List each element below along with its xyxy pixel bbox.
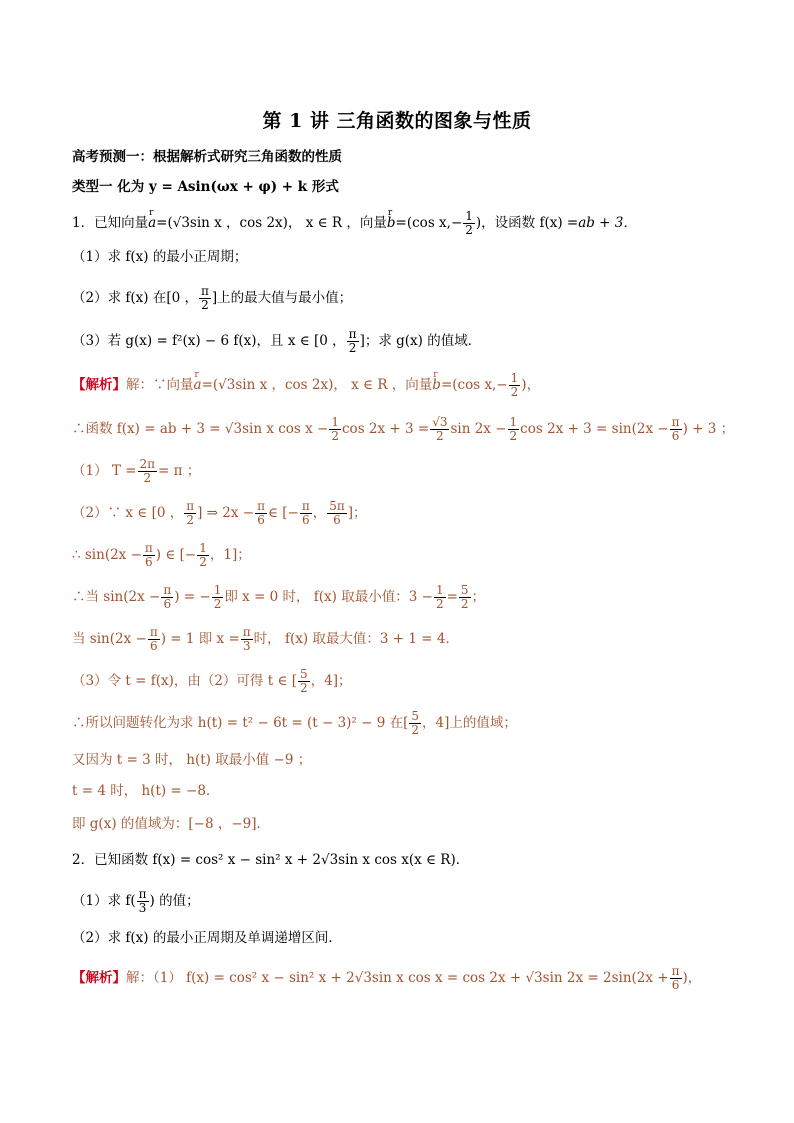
- text: =(√3sin x ，cos 2x)， x ∈ R ，向量: [156, 215, 387, 231]
- solution-1-line-8: [72, 710, 752, 737]
- text: ；: [471, 589, 486, 605]
- text: ) ∈ [−: [155, 547, 197, 563]
- fraction: $\frac{2\pi}{2}$: [139, 457, 156, 485]
- text: ，: [312, 505, 327, 521]
- text: )，: [682, 970, 702, 986]
- fraction: $\frac{\pi}{6}$: [301, 499, 310, 527]
- text: ，4]；: [310, 673, 352, 689]
- fraction: $\frac{1}{2}$: [331, 415, 339, 443]
- fraction: $\frac{\pi}{6}$: [149, 625, 158, 653]
- text: 解：（1） f(x) = cos² x − sin² x + 2√3sin x cos x = cos 2x + √3sin 2x = 2sin(2x +: [126, 970, 669, 986]
- fraction: $\frac{\pi}{6}$: [257, 499, 265, 527]
- text: cos 2x + 3 =: [342, 421, 430, 437]
- problem-2-stem: 2．已知函数 f(x) = cos² x − sin² x + 2√3sin x cos x(x ∈ R)．: [72, 852, 470, 868]
- text: ) + 3 ；: [682, 421, 735, 437]
- text: ∴函数 f(x) = ab + 3 = √3sin x cos x −: [72, 421, 329, 437]
- text: （1）求 f(: [72, 893, 136, 909]
- solution-1-line-6: [72, 626, 752, 653]
- fraction: $\frac{5}{2}$: [460, 583, 469, 611]
- fraction: $\frac{\pi}{3}$: [138, 887, 147, 915]
- text: ∴ sin(2x −: [72, 547, 142, 563]
- text: cos 2x + 3 = sin(2x −: [520, 421, 669, 437]
- text: ) 的值；: [149, 893, 200, 909]
- text: =(cos x,−: [395, 215, 463, 231]
- text: ) = 1 即 x =: [160, 631, 240, 647]
- text: ) = −: [174, 589, 211, 605]
- text: ∴当 sin(2x −: [72, 589, 161, 605]
- text: ]；求 g(x) 的值域．: [359, 333, 482, 349]
- text: （1） T =: [72, 463, 137, 479]
- fraction: $\frac{5\pi}{6}$: [329, 499, 345, 527]
- fraction: $\frac{\pi}{6}$: [163, 583, 172, 611]
- text: 时， f(x) 取最大值：3 + 1 = 4．: [253, 631, 459, 647]
- fraction: $\frac{1}{2}$: [510, 371, 519, 399]
- problem-1-q2: [72, 285, 752, 312]
- text: ，1]；: [209, 547, 251, 563]
- text: =: [446, 589, 458, 605]
- problem-2-q2: （2）求 f(x) 的最小正周期及单调递增区间．: [72, 930, 342, 946]
- text: ，4]上的值域；: [422, 715, 517, 731]
- problem-2-q1: [72, 888, 752, 915]
- solution-1-part-3: [72, 668, 752, 695]
- vector-a: r a: [194, 375, 202, 395]
- solution-1-part-2: [72, 500, 752, 527]
- solution-1-line-9: 又因为 t = 3 时， h(t) 取最小值 −9 ；: [72, 752, 312, 768]
- fraction: $\frac{√3}{2}$: [432, 415, 448, 443]
- solution-1-intro: [72, 372, 752, 399]
- text: )，设函数 f(x) =: [475, 215, 579, 231]
- problem-1-q1: （1）求 f(x) 的最小正周期；: [72, 249, 248, 265]
- fraction: $\frac{1}{2}$: [435, 583, 444, 611]
- fraction: $\frac{\pi}{2}$: [200, 284, 209, 312]
- solution-2-intro: [72, 965, 752, 992]
- fraction: $\frac{5}{2}$: [300, 667, 308, 695]
- text: )，: [521, 377, 541, 393]
- text: = π ；: [158, 463, 201, 479]
- vector-a: r a: [148, 213, 156, 233]
- text: （3）若 g(x) = f²(x) − 6 f(x)，且 x ∈ [0 ，: [72, 333, 346, 349]
- text: （3）令 t = f(x)，由（2）可得 t ∈ [: [72, 673, 297, 689]
- solution-1-part-1: [72, 458, 752, 485]
- fraction: $\frac{1}{2}$: [213, 583, 222, 611]
- vector-b: r b: [432, 375, 441, 395]
- text: =(√3sin x ，cos 2x)， x ∈ R ，向量: [201, 377, 433, 393]
- solution-tag: 【解析】: [72, 970, 126, 986]
- text: ab + 3．: [578, 215, 637, 231]
- problem-1-stem: [72, 210, 752, 237]
- fraction: $\frac{1}{2}$: [465, 209, 473, 237]
- text: 当 sin(2x −: [72, 631, 147, 647]
- text: ]；: [347, 505, 367, 521]
- page-title: 第 1 讲 三角函数的图象与性质: [262, 110, 532, 132]
- text: ∈ [−: [267, 505, 299, 521]
- section-heading: 高考预测一：根据解析式研究三角函数的性质: [72, 149, 342, 165]
- text: sin 2x −: [450, 421, 507, 437]
- text: ] ⇒ 2x −: [197, 505, 255, 521]
- solution-1-line-4: [72, 542, 752, 569]
- solution-1-line-2: [72, 416, 752, 443]
- fraction: $\frac{\pi}{2}$: [186, 499, 195, 527]
- fraction: $\frac{\pi}{2}$: [348, 327, 357, 355]
- text: 解：∵向量: [126, 377, 194, 393]
- text: （2）∵ x ∈ [0 ，: [72, 505, 184, 521]
- solution-1-line-10: t = 4 时， h(t) = −8．: [72, 783, 220, 799]
- fraction: $\frac{\pi}{6}$: [671, 415, 680, 443]
- text: 1．已知向量: [72, 215, 149, 231]
- fraction: $\frac{5}{2}$: [411, 709, 420, 737]
- fraction: $\frac{\pi}{6}$: [671, 964, 680, 992]
- text: （2）求 f(x) 在[0 ，: [72, 290, 198, 306]
- fraction: $\frac{\pi}{6}$: [144, 541, 153, 569]
- solution-1-conclusion: 即 g(x) 的值域为：[−8 ，−9]．: [72, 816, 270, 832]
- fraction: $\frac{1}{2}$: [199, 541, 207, 569]
- fraction: $\frac{\pi}{3}$: [242, 625, 251, 653]
- solution-tag: 【解析】: [72, 377, 126, 393]
- text: 即 x = 0 时， f(x) 取最小值：3 −: [224, 589, 433, 605]
- fraction: $\frac{1}{2}$: [509, 415, 518, 443]
- problem-1-q3: [72, 328, 752, 355]
- solution-1-line-5: [72, 584, 752, 611]
- vector-b: r b: [387, 213, 396, 233]
- type-heading: 类型一 化为 y = Asin(ωx + φ) + k 形式: [72, 179, 339, 195]
- text: ∴所以问题转化为求 h(t) = t² − 6t = (t − 3)² − 9 在[: [72, 715, 409, 731]
- text: ]上的最大值与最小值；: [211, 290, 353, 306]
- text: =(cos x,−: [440, 377, 508, 393]
